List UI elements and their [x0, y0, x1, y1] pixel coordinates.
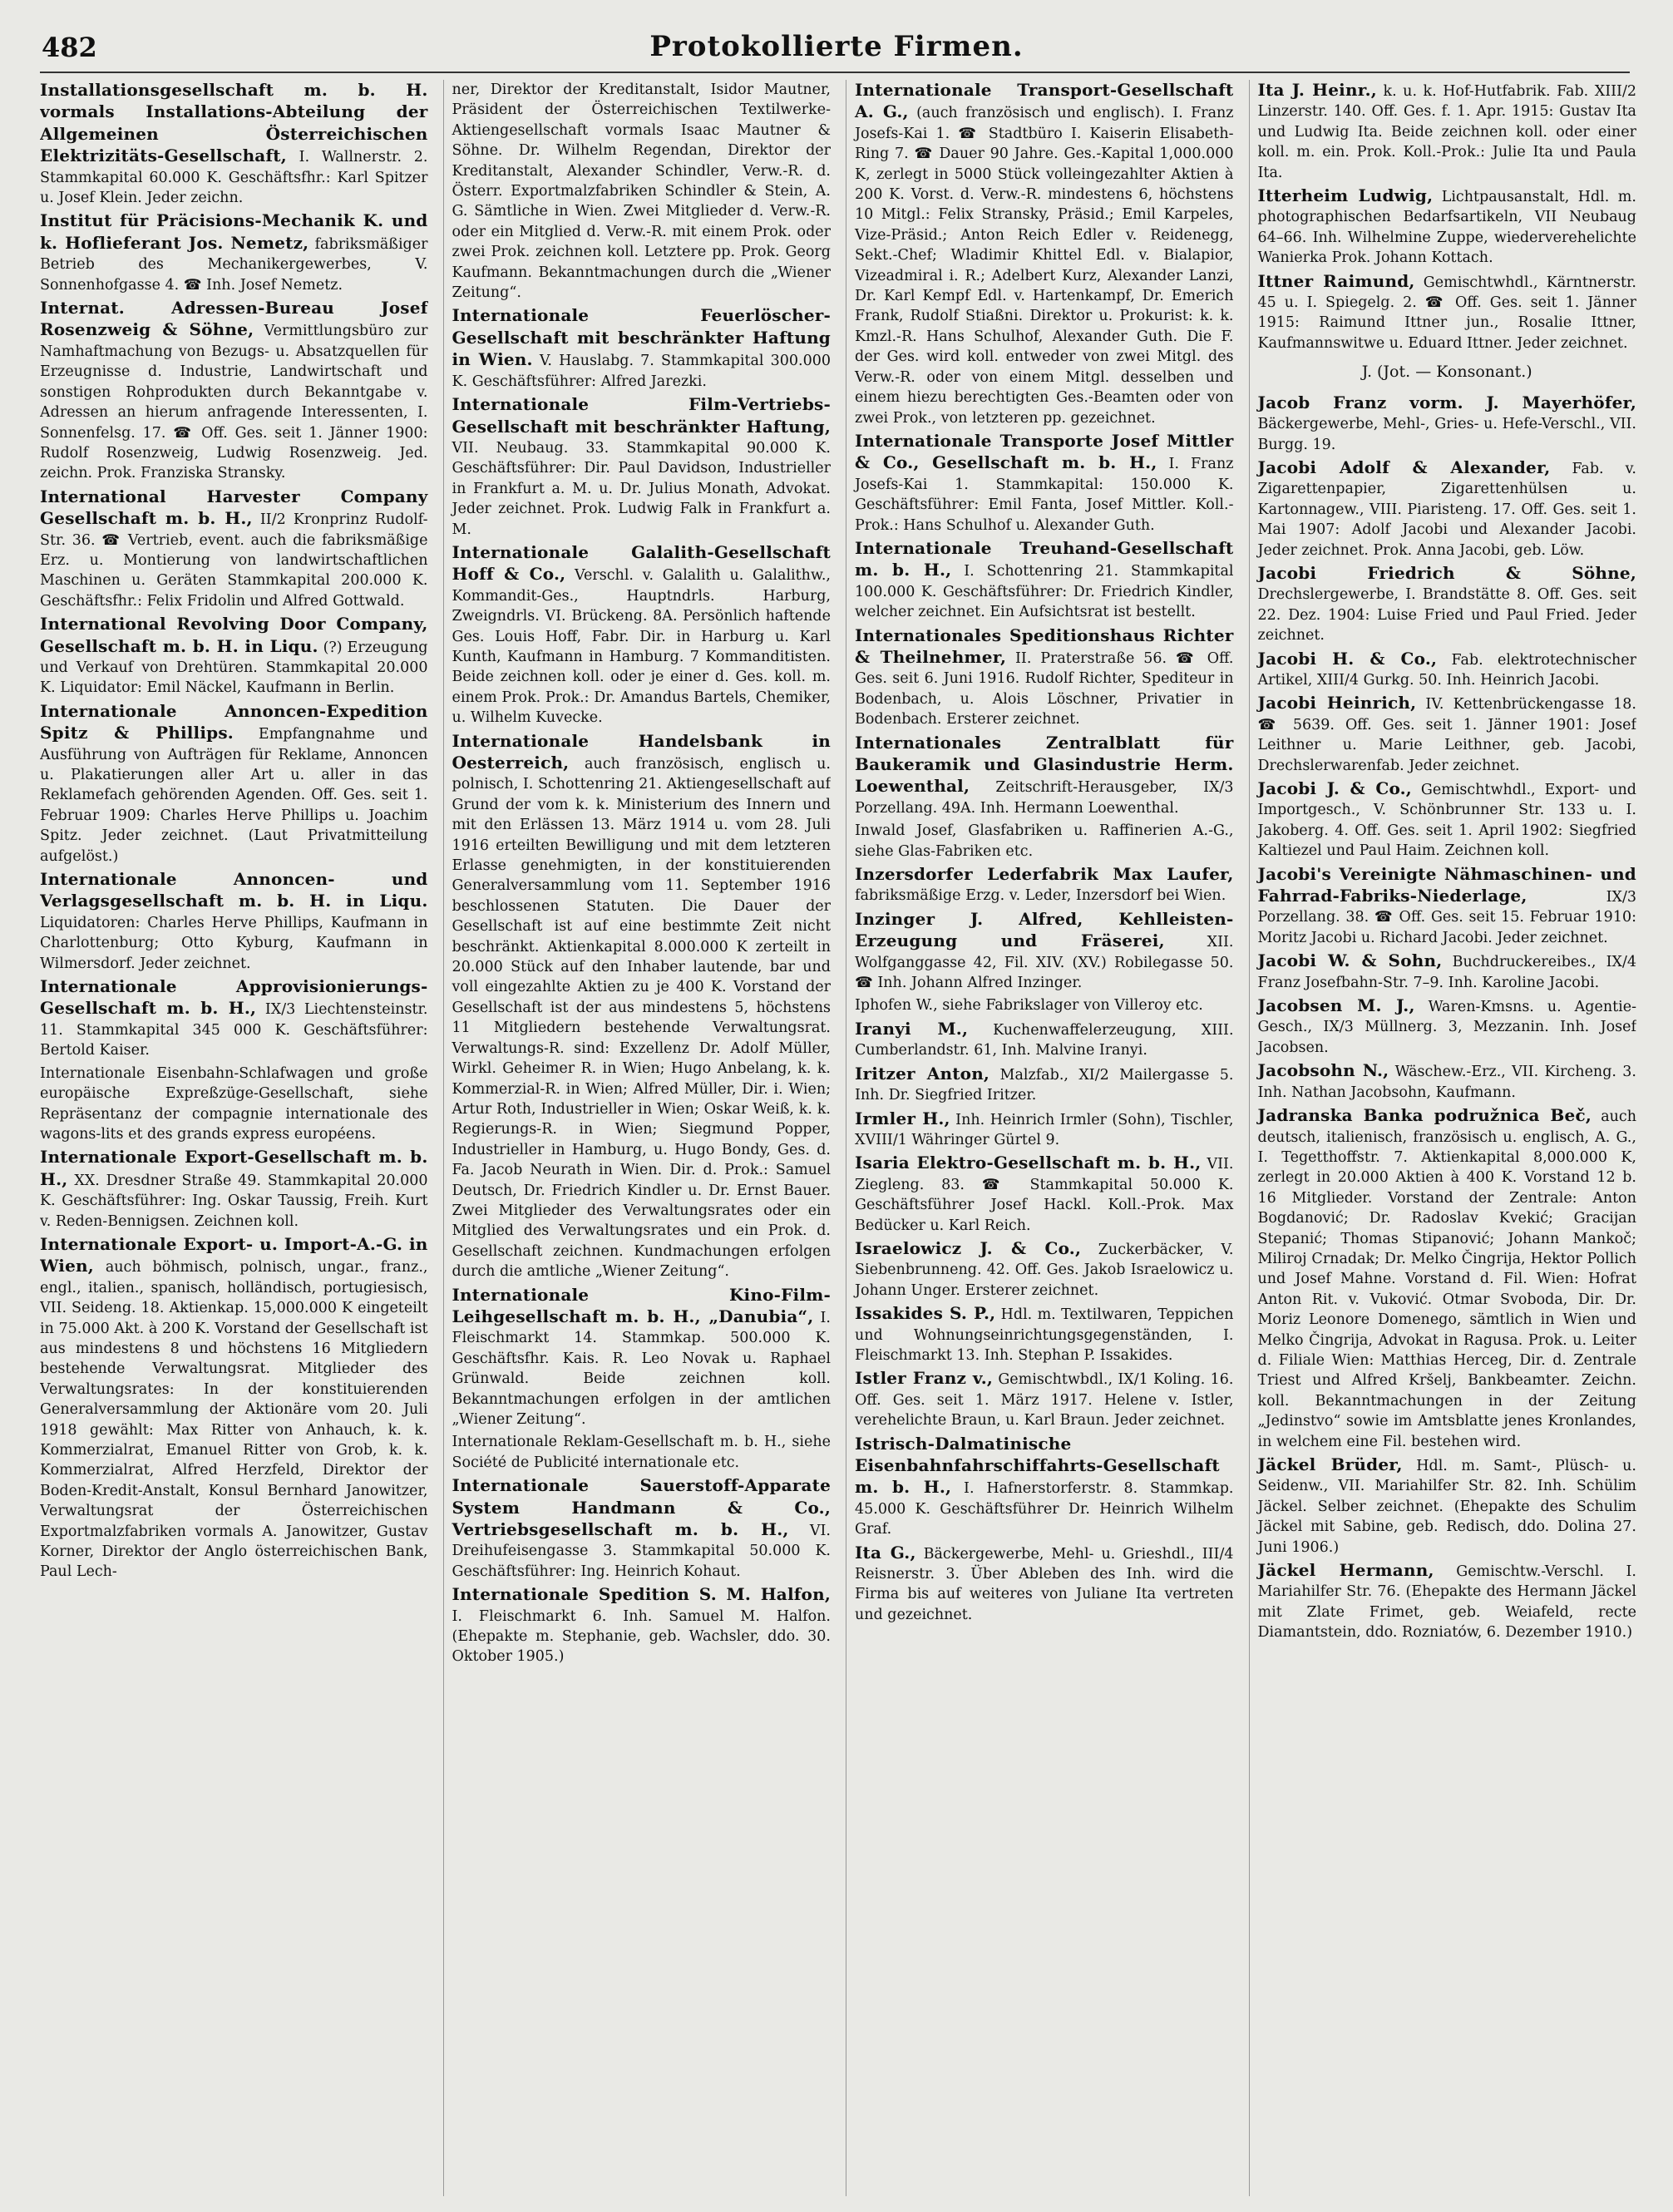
directory-entry: [1258, 563, 1637, 646]
entry-text: VII. Ziegleng. 83. ☎ Stammkapital 50.000 K. Geschäftsführer Josef Hackl. Koll.-Prok. Max Bedücker u. Karl Reich.: [855, 1156, 1234, 1234]
directory-entry: [855, 909, 1234, 994]
firm-name: Inzinger J. Alfred, Kehlleisten-Erzeugung und Fräserei,: [855, 908, 1234, 951]
firm-name: Jacobi Friedrich & Söhne,: [1257, 562, 1636, 583]
entry-text: Buchdruckereibes., IX/4 Franz Josefbahn-Str. 7–9. Inh. Karoline Jacobi.: [1257, 954, 1636, 991]
directory-entry: [452, 1285, 832, 1430]
entry-text: Gemischtwbdl., IX/1 Koling. 16. Off. Ges. seit 1. März 1917. Helene v. Istler, verehelichte Braun, u. Karl Braun. Jeder zeichnet.: [855, 1371, 1234, 1429]
entry-text: Inh. Heinrich Irmler (Sohn), Tischler, XVIII/1 Währinger Gürtel 9.: [855, 1111, 1234, 1148]
firm-name: Internat. Adressen-Bureau Josef Rosenzweig & Söhne,: [40, 298, 428, 340]
page-number: 482: [42, 32, 97, 63]
firm-name: Installationsgesellschaft m. b. H. vormals Installations-Abteilung der Allgemeinen Österreichischen Elektrizitäts-Gesellschaft,: [40, 80, 428, 166]
entry-text: Waren-Kmsns. u. Agentie-Gesch., IX/3 Müllnerg. 3, Mezzanin. Inh. Josef Jacobsen.: [1257, 999, 1636, 1056]
section-subhead: J. (Jot. — Konsonant.): [1361, 363, 1532, 382]
firm-name: Ita J. Heinr.,: [1257, 80, 1377, 100]
entry-text: Gemischtw.-Verschl. I. Mariahilfer Str. 76. (Ehepakte des Hermann Jäckel mit Zlate Frimet, geb. Weiafeld, recte Diamantstein, ddo. Rozniatów, 6. Dezember 1910.): [1257, 1563, 1636, 1642]
entry-text: Vermittlungsbüro zur Namhaftmachung von Bezugs- u. Absatzquellen für Erzeugnisse d. Industrie, Landwirtschaft und sonstigen Rohprodukten durch Bekanntgabe v. Adressen an hierum anfragende Interessenten, I. Sonnenfelsg. 17. ☎ Off. Ges. seit 1. Jänner 1900: Rudolf Rosenzweig, Ludwig Rosenzweig. Jed. zeichn. Prok. Franziska Stransky.: [40, 323, 428, 482]
entry-text: Hdl. m. Textilwaren, Teppichen und Wohnungseinrichtungsgegenständen, I. Fleischmarkt 13. Inh. Stephan P. Issakides.: [855, 1306, 1234, 1364]
entry-text: k. u. k. Hof-Hutfabrik. Fab. XIII/2 Linzerstr. 140. Off. Ges. f. 1. Apr. 1915: Gustav Ita und Ludwig Ita. Beide zeichnen koll. oder einer koll. m. ein. Prok. Koll.-Prok.: Julie Ita und Paula Ita.: [1257, 83, 1636, 181]
entry-text: I. Fleischmarkt 14. Stammkap. 500.000 K. Geschäftsfhr. Kais. R. Leo Novak u. Raphael Grünwald. Beide zeichnen koll. Bekanntmachungen erfolgen in der amtlichen „Wiener Zeitung“.: [452, 1309, 831, 1428]
page-heading: Protokollierte Firmen.: [649, 30, 1024, 63]
firm-name: Jacobsen M. J.,: [1257, 995, 1415, 1016]
directory-entry: [452, 1584, 832, 1667]
firm-name: International Harvester Company Gesellschaft m. b. H.,: [40, 486, 428, 529]
firm-name: Jadranska Banka podružnica Beč,: [1257, 1105, 1592, 1126]
entry-text: IX/3 Porzellang. 38. ☎ Off. Ges. seit 15. Februar 1910: Moritz Jacobi u. Richard Jacobi. Jeder zeichnet.: [1257, 889, 1636, 946]
entry-text: fabriksmäßige Erzg. v. Leder, Inzersdorf bei Wien.: [855, 887, 1226, 905]
firm-name: Jacobi Adolf & Alexander,: [1257, 457, 1551, 477]
entry-text: Liquidatoren: Charles Herve Phillips, Kaufmann in Charlottenburg; Otto Kyburg, Kaufmann in Wilmersdorf. Jeder zeichnet.: [40, 914, 428, 972]
entry-text: V. Hauslabg. 7. Stammkapital 300.000 K. Geschäftsführer: Alfred Jarezki.: [452, 353, 831, 390]
directory-entry: [855, 995, 1234, 1015]
entry-text: XX. Dresdner Straße 49. Stammkapital 20.000 K. Geschäftsführer: Ing. Oskar Taussig, Freih. Kurt v. Reden-Bennigsen. Zeichnen koll.: [40, 1172, 428, 1230]
entry-text: (?) Erzeugung und Verkauf von Drehtüren. Stammkapital 20.000 K. Liquidator: Emil Näckel, Kaufmann in Berlin.: [40, 639, 428, 697]
directory-entry: [855, 1434, 1234, 1540]
directory-entry: [40, 210, 428, 295]
entry-text: auch französisch, englisch u. polnisch, I. Schottenring 21. Aktiengesellschaft auf Grund der vom k. k. Ministerium des Innern und mit den Erlässen 13. März 1914 u. vom 28. Juli 1916 erteilten Bewilligung und mit dem letzteren Erlasse genehmigten, in der konstituierenden Generalversammlung vom 11. September 1916 beschlossenen Statuten. Die Dauer der Gesellschaft ist auf eine bestimmte Zeit nicht beschränkt. Aktienkapital 8.000.000 K zerteilt in 20.000 Stück auf den Inhaber lautende, bar und voll eingezahlte Aktien zu je 400 K. Vorstand der Gesellschaft ist der aus mindestens 5, höchstens 11 Mitgliedern bestehende Verwaltungsrat. Verwaltungs-R. sind: Exzellenz Dr. Adolf Müller, Wirkl. Geheimer R. in Wien; Hugo Anbelang, k. k. Kommerzial-R. in Wien; Alfred Müller, Dir. i. Wien; Artur Roth, Industrieller in Wien; Oskar Weiß, k. k. Regierungs-R. in Wien; Siegmund Popper, Industrieller in Hamburg, u. Hugo Bondy, Ges. d. Fa. Jacob Neurath in Wien. Dir. d. Prok.: Samuel Deutsch, Dr. Friedrich Kindler u. Dr. Ernst Bauer. Zwei Mitglieder des Verwaltungsrates oder ein Mitglied des Verwaltungsrates und ein Prok. d. Gesellschaft zeichnen. Kundmachungen erfolgen durch die amtliche „Wiener Zeitung“.: [452, 756, 831, 1281]
directory-entry: [855, 1019, 1234, 1061]
entry-text: I. Fleischmarkt 6. Inh. Samuel M. Halfon. (Ehepakte m. Stephanie, geb. Wachsler, ddo. 30. Oktober 1905.): [452, 1607, 831, 1666]
entry-text: Zuckerbäcker, V. Siebenbrunneng. 42. Off. Ges. Jakob Israelowicz u. Johann Unger. Ersterer zeichnet.: [855, 1241, 1234, 1299]
directory-entry: [1258, 1454, 1637, 1558]
entry-text: Malzfab., XI/2 Mailergasse 5. Inh. Dr. Siegfried Iritzer.: [855, 1066, 1234, 1104]
entry-text: Verschl. v. Galalith u. Galalithw., Kommandit-Ges., Hauptndrls. Harburg, Zweigndrls. VI. Brückeng. 8A. Persönlich haftende Ges. Louis Hoff, Fabr. Dir. in Harburg u. Karl Kunth, Kaufmann in Hamburg. 7 Kommanditisten. Beide zeichnen koll. oder je einer d. Ges. koll. m. einem Prok. Prok.: Dr. Amandus Bartels, Chemiker, u. Wilhelm Kuvecke.: [452, 567, 831, 727]
directory-entry: [1258, 649, 1637, 691]
directory-entry: [40, 1064, 428, 1145]
column-1: [40, 80, 428, 2196]
directory-entry: [855, 1543, 1234, 1626]
firm-name: Jacobsohn N.,: [1257, 1060, 1389, 1081]
entry-text: auch deutsch, italienisch, französisch u. englisch, A. G., I. Tegetthoffstr. 7. Aktienkapital 8,000.000 K, zerlegt in 20.000 Aktien à 400 K. Vorstand 12 b. 16 Mitglieder. Vorstand der Zentrale: Anton Bogdanović; Dr. Radoslav Kvekić; Gracijan Stepanić; Thomas Stipanović; Johann Mankoč; Miliroj Crnadak; Dr. Melko Čingrija, Hektor Pollich und Josef Mahne. Vorstand d. Fil. Wien: Hofrat Anton Rit. v. Vuković. Otmar Svoboda, Dir. Dr. Moriz Leonore Domenego, sämtlich in Wien und Melko Čingrija, Advokat in Ragusa. Prok. u. Leiter d. Filiale Wien: Matthias Herceg, Dir. d. Zentrale Triest und Alfred Kršelj, Bankbeamter. Zeichn. koll. Bekanntmachungen in der Zeitung „Jedinstvo“ sowie im Amtsblatte jenes Kronlandes, in welchem eine Fil. bestehen wird.: [1257, 1108, 1636, 1450]
firm-name: Internationale Transporte Josef Mittler & Co., Gesellschaft m. b. H.,: [855, 430, 1234, 473]
firm-name: Isaria Elektro-Gesellschaft m. b. H.,: [855, 1153, 1202, 1173]
directory-entry: [452, 80, 832, 303]
firm-name: Internationale Annoncen- und Verlagsgesellschaft m. b. H. in Liqu.: [40, 869, 428, 911]
entry-text: Kuchenwaffelerzeugung, XIII. Cumberlandstr. 61, Inh. Malvine Iranyi.: [855, 1021, 1234, 1059]
directory-entry: [855, 80, 1234, 428]
directory-entry: [855, 538, 1234, 623]
directory-entry: [855, 1153, 1234, 1236]
directory-entry: [1258, 693, 1637, 776]
entry-text: Drechslergewerbe, I. Brandstätte 8. Off. Ges. seit 22. Dez. 1904: Luise Fried und Paul Fried. Jeder zeichnet.: [1257, 586, 1636, 644]
directory-entry: [40, 976, 428, 1061]
firm-name: Jäckel Hermann,: [1257, 1560, 1434, 1581]
entry-text: I. Schottenring 21. Stammkapital 100.000 K. Geschäftsführer: Dr. Friedrich Kindler, welcher zeichnet. Ein Aufsichtsrat ist bestellt.: [855, 563, 1234, 621]
directory-entry: [40, 80, 428, 208]
entry-text: fabriksmäßiger Betrieb des Mechanikergewerbes, V. Sonnenhofgasse 4. ☎ Inh. Josef Nemetz.: [40, 235, 428, 294]
directory-entry: [855, 625, 1234, 730]
firm-name: Irmler H.,: [855, 1108, 950, 1128]
entry-text: Hdl. m. Samt-, Plüsch- u. Seidenw., VII. Mariahilfer Str. 82. Inh. Schülim Jäckel. Selber zeichnet. (Ehepakte des Schulim Jäckel mit Sabine, geb. Redisch, ddo. Dolina 27. Juni 1906.): [1257, 1458, 1636, 1556]
column-3: [846, 80, 1234, 2196]
entry-text: auch böhmisch, polnisch, ungar., franz., engl., italien., spanisch, holländisch, portugiesisch, VII. Seideng. 18. Aktienkap. 15,000.000 K eingeteilt in 75.000 Akt. à 200 K. Vorstand der Gesellschaft ist aus mindestens 8 und höchstens 16 Mitgliedern bestehende Verwaltungsrat. Mitglieder des Verwaltungsrates: In der konstituierenden Generalversammlung der Aktionäre vom 20. Juli 1918 gewählt: Max Ritter von Anhauch, k. k. Kommerzialrat, Emanuel Ritter von Grob, k. k. Kommerzialrat, Alfred Herzfeld, Direktor der Boden-Kredit-Anstalt, Konsul Bernhard Janowitzer, Verwaltungsrat der Österreichischen Exportmalzfabriken vormals A. Janowitzer, Gustav Korner, Direktor der Anglo österreichischen Bank, Paul Lech-: [40, 1259, 428, 1581]
entry-text: IX/3 Liechtensteinstr. 11. Stammkapital 345 000 K. Geschäftsführer: Bertold Kaiser.: [40, 1001, 428, 1059]
firm-name: Istler Franz v.,: [855, 1368, 994, 1389]
directory-entry: [40, 1147, 428, 1232]
firm-name: Internationale Export- u. Import-A.-G. in Wien,: [40, 1233, 428, 1276]
firm-name: Jacobi J. & Co.,: [1257, 778, 1412, 798]
directory-entry: [1258, 1105, 1637, 1452]
directory-entry: [40, 298, 428, 484]
firm-name: Internationale Galalith-Gesellschaft Hoff & Co.,: [452, 541, 831, 585]
entry-text: Iphofen W., siehe Fabrikslager von Villeroy etc.: [855, 997, 1203, 1015]
entry-text: II/2 Kronprinz Rudolf-Str. 36. ☎ Vertrieb, event. auch die fabriksmäßige Erz. u. Montierung von landwirtschaftlichen Maschinen u. Geräten Stammkapital 200.000 K. Geschäftsfhr.: Felix Fridolin und Alfred Gottwald.: [40, 511, 428, 610]
entry-text: I. Franz Josefs-Kai 1. Stammkapital: 150.000 K. Geschäftsführer: Emil Fanta, Josef Mittler. Koll.-Prok.: Hans Schulhof u. Alexander Guth.: [855, 456, 1234, 534]
directory-entry: [40, 486, 428, 611]
directory-entry: [855, 864, 1234, 906]
entry-text: Fab. elektrotechnischer Artikel, XIII/4 Gurkg. 50. Inh. Heinrich Jacobi.: [1257, 651, 1636, 689]
entry-text: Bäckergewerbe, Mehl- u. Grieshdl., III/4 Reisnerstr. 3. Über Ableben des Inh. wird die Firma bis auf weiteres von Juliane Ita vertreten und gezeichnet.: [855, 1545, 1234, 1623]
directory-entry: [1258, 185, 1637, 269]
directory-entry: [1258, 393, 1637, 455]
directory-entry: [855, 1108, 1234, 1151]
entry-text: (auch französisch und englisch). I. Franz Josefs-Kai 1. ☎ Stadtbüro I. Kaiserin Elisabeth-Ring 7. ☎ Dauer 90 Jahre. Ges.-Kapital 1,000.000 K, zerlegt in 5000 Stück volleingezahlter Aktien à 200 K. Vorst. d. Verw.-R. mindestens 6, höchstens 10 Mitgl.: Felix Stransky, Präsid.; Emil Karpeles, Vize-Präsid.; Anton Reich Edler v. Reidenegg, Sekt.-Chef; Wladimir Khittel Edl. v. Bialapior, Vizeadmiral i. R.; Adelbert Kurz, Alexander Lanzi, Dr. Karl Kempf Edl. v. Hartenkampf, Dr. Emerich Frank, Rudolf Stiaßni. Direktor u. Prokurist: k. k. Kmzl.-R. Hans Schulhof, Alexander Guth. Die F. der Ges. wird koll. entweder von zwei Mitgl. des Verw.-R. oder von einem Mitgl. desselben und einem hiezu berechtigten Ges.-Beamten oder von zwei Prok., von letzteren pp. gezeichnet.: [855, 105, 1234, 427]
entry-text: Fab. v. Zigarettenpapier, Zigarettenhülsen u. Kartonnagew., VIII. Piaristeng. 17. Off. Ges. seit 1. Mai 1907: Adolf Jacobi und Alexander Jacobi. Jeder zeichnet. Prok. Anna Jacobi, geb. Löw.: [1257, 460, 1636, 559]
entry-text: Empfangnahme und Ausführung von Aufträgen für Reklame, Annoncen u. Plakatierungen aller Art u. aller in das Reklamefach gehörenden Agenden. Off. Ges. seit 1. Februar 1909: Charles Herve Phillips u. Joachim Spitz. Jeder zeichnet. (Laut Privatmitteilung aufgelöst.): [40, 726, 428, 865]
directory-entry: [1258, 1560, 1637, 1643]
firm-name: Jacob Franz vorm. J. Mayerhöfer,: [1257, 392, 1636, 412]
directory-entry: [855, 1064, 1234, 1106]
firm-name: Internationale Handelsbank in Oesterreich,: [452, 730, 831, 773]
firm-name: Internationale Transport-Gesellschaft A. G.,: [855, 80, 1234, 122]
directory-entry: [1258, 950, 1637, 993]
firm-name: Jacobi W. & Sohn,: [1257, 950, 1443, 971]
entry-text: II. Praterstraße 56. ☎ Off. Ges. seit 6. Juni 1916. Rudolf Richter, Spediteur in Bodenbach, u. Alois Löschner, Privatier in Bodenbach. Ersterer zeichnet.: [855, 649, 1234, 728]
firm-name: Ita G.,: [855, 1542, 916, 1563]
directory-entry: [855, 431, 1234, 536]
directory-entry: [855, 821, 1234, 862]
entry-text: VI. Dreihufeisengasse 3. Stammkapital 50.000 K. Geschäftsführer: Ing. Heinrich Kohaut.: [452, 1523, 831, 1580]
entry-text: VII. Neubaug. 33. Stammkapital 90.000 K. Geschäftsführer: Dir. Paul Davidson, Industrieller in Frankfurt a. M. u. Dr. Julius Monath, Advokat. Jeder zeichnet. Prok. Ludwig Falk in Frankfurt a. M.: [452, 439, 831, 538]
column-4: [1249, 80, 1637, 2196]
directory-entry: [452, 1432, 832, 1473]
directory-entry: [452, 305, 832, 392]
directory-entry: [452, 731, 832, 1282]
firm-name: Iritzer Anton,: [855, 1063, 990, 1084]
firm-name: Internationale Kino-Film-Leihgesellschaft m. b. H., „Danubia“,: [452, 1284, 831, 1326]
directory-entry: [1258, 80, 1637, 183]
entry-text: I. Wallnerstr. 2. Stammkapital 60.000 K. Geschäftsfhr.: Karl Spitzer u. Josef Klein. Jeder zeichn.: [40, 149, 428, 207]
header-rule: [40, 72, 1630, 73]
firm-name: Jacobi Heinrich,: [1257, 693, 1417, 713]
directory-entry: [40, 869, 428, 974]
directory-entry: [855, 1303, 1234, 1365]
entry-text: Bäckergewerbe, Mehl-, Gries- u. Hefe-Verschl., VII. Burgg. 19.: [1257, 416, 1636, 453]
firm-name: Internationale Approvisionierungs-Gesellschaft m. b. H.,: [40, 976, 428, 1019]
firm-name: Internationales Speditionshaus Richter & Theilnehmer,: [855, 625, 1234, 667]
entry-text: Lichtpausanstalt, Hdl. m. photographischen Bedarfsartikeln, VII Neubaug 64–66. Inh. Wilhelmine Zuppe, wiederverehelichte Wanierka Prok. Johann Kottach.: [1257, 189, 1636, 267]
firm-name: Jäckel Brüder,: [1257, 1454, 1403, 1474]
directory-entry: [1258, 457, 1637, 560]
firm-name: Internationale Export-Gesellschaft m. b. H.,: [40, 1147, 428, 1189]
directory-entry: [855, 1368, 1234, 1430]
directory-columns: [40, 80, 1636, 2196]
directory-entry: [452, 394, 832, 540]
directory-entry: [452, 542, 832, 728]
firm-name: Itterheim Ludwig,: [1257, 185, 1434, 206]
firm-name: Israelowicz J. & Co.,: [855, 1237, 1082, 1258]
directory-entry: [40, 1234, 428, 1582]
firm-name: Internationale Feuerlöscher-Gesellschaft mit beschränkter Haftung in Wien.: [452, 305, 831, 370]
firm-name: Ittner Raimund,: [1257, 270, 1415, 291]
firm-name: Institut für Präcisions-Mechanik K. und k. Hoflieferant Jos. Nemetz,: [40, 210, 428, 253]
directory-entry: [452, 1475, 832, 1582]
directory-entry: [1258, 1060, 1637, 1103]
entry-text: Wäschew.-Erz., VII. Kircheng. 3. Inh. Nathan Jacobsohn, Kaufmann.: [1257, 1064, 1636, 1101]
firm-name: Internationale Sauerstoff-Apparate System Handmann & Co., Vertriebsgesellschaft m. b. H.,: [452, 1475, 831, 1540]
firm-name: Iranyi M.,: [855, 1018, 969, 1039]
column-2: [443, 80, 832, 2196]
entry-text: Inwald Josef, Glasfabriken u. Raffinerien A.-G., siehe Glas-Fabriken etc.: [855, 822, 1234, 860]
firm-name: Internationales Zentralblatt für Baukeramik und Glasindustrie Herm. Loewenthal,: [855, 732, 1234, 797]
firm-name: Internationale Spedition S. M. Halfon,: [452, 1584, 831, 1605]
directory-entry: [1258, 995, 1637, 1058]
firm-name: Jacobi H. & Co.,: [1257, 648, 1438, 669]
firm-name: Internationale Treuhand-Gesellschaft m. b. H.,: [855, 537, 1234, 580]
firm-name: Internationale Film-Vertriebs-Gesellschaft mit beschränkter Haftung,: [452, 394, 831, 437]
entry-text: Gemischtwhdl., Export- und Importgesch., V. Schönbrunner Str. 133 u. I. Jakoberg. 4. Off. Ges. seit 1. April 1902: Siegfried Kaltiezel und Paul Haim. Zeichnen koll.: [1257, 782, 1636, 860]
entry-text: Zeitschrift-Herausgeber, IX/3 Porzellang. 49A. Inh. Hermann Loewenthal.: [855, 779, 1234, 817]
directory-entry: [40, 614, 428, 699]
entry-text: IV. Kettenbrückengasse 18. ☎ 5639. Off. Ges. seit 1. Jänner 1901: Josef Leithner u. Marie Leithner, geb. Jacobi, Drechslerwarenfab. Jeder zeichnet.: [1257, 696, 1636, 774]
entry-text: I. Hafnerstorferstr. 8. Stammkap. 45.000 K. Geschäftsführer Dr. Heinrich Wilhelm Graf.: [855, 1480, 1234, 1538]
directory-entry: [855, 733, 1234, 819]
entry-text: Internationale Eisenbahn-Schlafwagen und große europäische Expreßzüge-Gesellschaft, siehe Repräsentanz der compagnie internationale des wagons-lits et des grands express européens.: [40, 1064, 428, 1143]
directory-entry: [1258, 864, 1637, 949]
firm-name: Inzersdorfer Lederfabrik Max Laufer,: [855, 864, 1234, 885]
firm-name: Internationale Annoncen-Expedition Spitz & Phillips.: [40, 700, 428, 743]
firm-name: International Revolving Door Company, Gesellschaft m. b. H. in Liqu.: [40, 614, 428, 656]
directory-entry: [855, 1238, 1234, 1301]
firm-name: Istrisch-Dalmatinische Eisenbahnfahrschiffahrts-Gesellschaft m. b. H.,: [855, 1433, 1220, 1498]
entry-text: XII. Wolfganggasse 42, Fil. XIV. (XV.) Robilegasse 50. ☎ Inh. Johann Alfred Inzinger.: [855, 934, 1234, 992]
directory-entry: [1258, 271, 1637, 354]
firm-name: Jacobi's Vereinigte Nähmaschinen- und Fahrrad-Fabriks-Niederlage,: [1257, 863, 1636, 906]
firm-name: Issakides S. P.,: [855, 1303, 996, 1324]
entry-text: ner, Direktor der Kreditanstalt, Isidor Mautner, Präsident der Österreichischen Textilwerke-Aktiengesellschaft vormals Isaac Mautner & Söhne. Dr. Wilhelm Regendan, Direktor der Kreditanstalt, Alexander Schindler, Verw.-R. d. Österr. Exportmalzfabriken Schindler & Stein, A. G. Sämtliche in Wien. Zwei Mitglieder d. Verw.-R. oder ein Mitglied d. Verw.-R. mit einem Prok. oder zwei Prok. zeichnen koll. Letztere pp. Prok. Georg Kaufmann. Bekanntmachungen durch die „Wiener Zeitung“.: [452, 81, 831, 302]
directory-entry: [1258, 778, 1637, 862]
directory-entry: [40, 701, 428, 867]
entry-text: Gemischtwhdl., Kärntnerstr. 45 u. I. Spiegelg. 2. ☎ Off. Ges. seit 1. Jänner 1915: Raimund Ittner jun., Rosalie Ittner, Kaufmannswitwe u. Eduard Ittner. Jeder zeichnet.: [1257, 274, 1636, 352]
entry-text: Internationale Reklam-Gesellschaft m. b. H., siehe Société de Publicité internationale etc.: [452, 1434, 831, 1471]
